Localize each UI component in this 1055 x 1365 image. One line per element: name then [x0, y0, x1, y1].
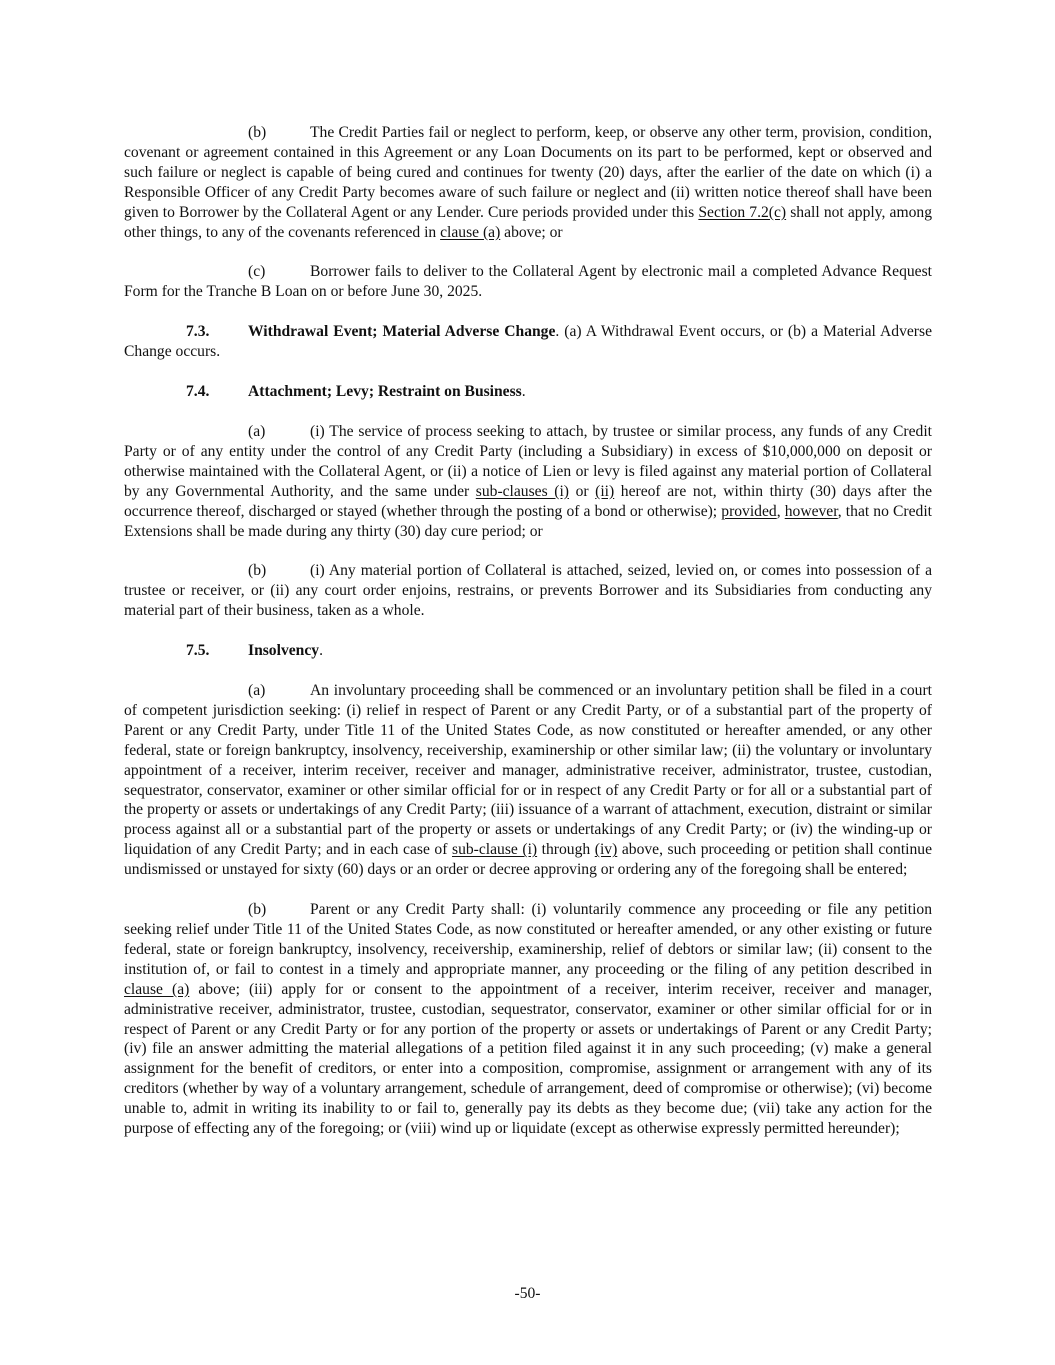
section-number: 7.3. [186, 323, 210, 341]
section-title: Insolvency [248, 642, 320, 660]
clause-label: (a) [248, 422, 266, 440]
cross-reference: Section 7.2(c) [698, 203, 787, 221]
document-page [124, 123, 932, 1159]
clause-label: (c) [248, 263, 266, 281]
cross-reference: sub-clause (i) [452, 841, 538, 859]
clause-label: (a) [248, 682, 266, 700]
paragraph-7-2-c: (c) Borrower fails to deliver to the Collateral Agent by electronic mail a completed Advance Request Form for the Tranche B Loan on or before June 30, 2025. [124, 263, 932, 301]
section-7-3: 7.3. Withdrawal Event; Material Adverse Change. (a) A Withdrawal Event occurs, or (b) a Material Adverse Change occurs. [124, 323, 932, 361]
clause-label: (b) [248, 562, 267, 580]
paragraph-7-2-b: (b) The Credit Parties fail or neglect to perform, keep, or observe any other term, provision, condition, covenant or agreement contained in this Agreement or any Loan Documents on its part to be performed, kept or observed and such failure or neglect is capable of being cured and continues for twenty (20) days, after the earlier of the date on which (i) a Responsible Officer of any Credit Party becomes aware of such failure or neglect and (ii) written notice thereof shall have been given to Borrower by the Collateral Agent or any Lender. Cure periods provided under this Section 7.2(c) shall not apply, among other things, to any of the covenants referenced in clause (a) above; or [124, 124, 932, 241]
paragraph-7-5-b: (b) Parent or any Credit Party shall: (i) voluntarily commence any proceeding or file any petition seeking relief under Title 11 of the United States Code, as now constituted or hereafter amended, or any other existing or future federal, state or foreign bankruptcy, insolvency, receivership, examinership, relief of debtors or similar law; (ii) consent to the institution of, or fail to contest in a timely and appropriate manner, any proceeding or the filing of any petition described in clause (a) above; (iii) apply for or consent to the appointment of a receiver, interim receiver, receiver and manager, administrative receiver, administrator, trustee, custodian, sequestrator, conservator, examiner or other similar official for or in respect of Parent or any Credit Party or for any portion of the property or assets or undertakings of Parent or any Credit Party; (iv) file an answer admitting the material allegations of a petition filed against it in any such proceeding; (v) make a general assignment for the benefit of creditors, or enter into a composition, compromise, assignment or arrangement with any of its creditors (whether by way of a voluntary arrangement, schedule of arrangement, deed of compromise or otherwise); (vi) become unable to, admit in writing its inability to or fail to, generally pay its debts as they become due; (vii) take any action for the purpose of effecting any of the foregoing; or (viii) wind up or liquidate (except as otherwise expressly permitted hereunder); [124, 901, 933, 1138]
clause-label: (b) [248, 901, 267, 919]
cross-reference: clause (a) [440, 223, 501, 241]
cross-reference: (iv) [594, 841, 618, 859]
section-number: 7.5. [186, 642, 210, 660]
page-number: -50- [514, 1285, 541, 1302]
cross-reference: (ii) [595, 482, 615, 500]
cross-reference: sub-clauses (i) [475, 482, 569, 500]
section-7-5-heading: 7.5. Insolvency. [186, 642, 323, 660]
section-title: Withdrawal Event; Material Adverse Change [248, 323, 556, 341]
section-7-4-heading: 7.4. Attachment; Levy; Restraint on Business. [186, 383, 526, 401]
cross-reference: clause (a) [124, 980, 190, 998]
paragraph-7-4-b: (b) (i) Any material portion of Collateral is attached, seized, levied on, or comes into possession of a trustee or receiver, or (ii) any court order enjoins, restrains, or prevents Borrower and its Subsidiaries from conducting any material part of their business, taken as a whole. [124, 562, 932, 620]
section-title: Attachment; Levy; Restraint on Business [248, 383, 522, 401]
section-number: 7.4. [186, 383, 210, 401]
paragraph-7-4-a: (a) (i) The service of process seeking to attach, by trustee or similar process, any funds of any Credit Party or of any entity under the control of any Credit Party (including a Subsidiary) in excess of $10,000,000 on deposit or otherwise maintained with the Collateral Agent, or (ii) a notice of Lien or levy is filed against any material portion of Collateral by any Governmental Authority, and the same under sub-clauses (i) or (ii) hereof are not, within thirty (30) days after the occurrence thereof, discharged or stayed (whether through the posting of a bond or otherwise); provided, however, that no Credit Extensions shall be made during any thirty (30) day cure period; or [124, 422, 932, 540]
proviso-term: provided [721, 502, 777, 520]
proviso-term: however [784, 502, 838, 520]
paragraph-7-5-a: (a) An involuntary proceeding shall be commenced or an involuntary petition shall be filed in a court of competent jurisdiction seeking: (i) relief in respect of Parent or any Credit Party, or of a substantial part of the property of Parent or any Credit Party, under Title 11 of the United States Code, as now constituted or hereafter amended, or any other federal, state or foreign bankruptcy, insolvency, receivership, examinership or other similar law; (ii) the voluntary or involuntary appointment of a receiver, interim receiver, receiver and manager, administrative receiver, administrator, trustee, custodian, sequestrator, conservator, examiner or other similar official for or in respect of any Credit Party or for all or a substantial part of the property or assets or undertakings of any Credit Party; (iii) issuance of a warrant of attachment, execution, distraint or similar process against all or a substantial part of the property or assets or undertakings of any Credit Party; or (iv) the winding-up or liquidation of any Credit Party; and in each case of sub-clause (i) through (iv) above, such proceeding or petition shall continue undismissed or unstayed for sixty (60) days or an order or decree approving or ordering any of the foregoing shall be entered; [124, 682, 933, 879]
clause-label: (b) [248, 124, 267, 141]
